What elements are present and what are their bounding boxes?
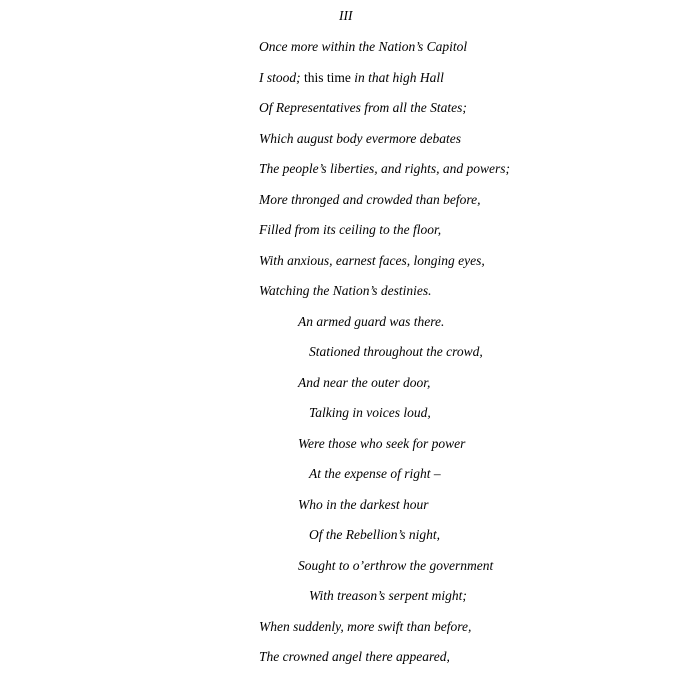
poem-line bbox=[0, 99, 677, 130]
poem-line-text: With treason’s serpent might; bbox=[309, 588, 467, 603]
poem-line-text: The people’s liberties, and rights, and powers; bbox=[259, 161, 510, 176]
poem-line-text: At the expense of right – bbox=[309, 466, 441, 481]
poem-line-text: Watching the Nation’s destinies. bbox=[259, 283, 432, 298]
poem-line bbox=[0, 435, 677, 466]
poem-line bbox=[0, 343, 677, 374]
poem-line bbox=[0, 69, 677, 100]
poem-line bbox=[0, 221, 677, 252]
poem-line bbox=[0, 374, 677, 405]
poem-line bbox=[0, 618, 677, 649]
poem-line-text: in that high Hall bbox=[354, 69, 444, 85]
poem-line-text: The crowned angel there appeared, bbox=[259, 649, 450, 664]
poem-line-text: Of Representatives from all the States; bbox=[259, 100, 467, 115]
poem-line-text: Of the Rebellion’s night, bbox=[309, 527, 440, 542]
poem-line-text: Talking in voices loud, bbox=[309, 405, 431, 420]
poem-line-text: Were those who seek for power bbox=[298, 435, 466, 451]
poem-line bbox=[0, 526, 677, 557]
poem-line-text: Sought to o’erthrow the government bbox=[298, 557, 494, 573]
poem-line bbox=[0, 313, 677, 344]
section-heading: III bbox=[339, 8, 353, 23]
poem-line bbox=[0, 496, 677, 527]
poem-line bbox=[0, 557, 677, 588]
poem-line-text: Stationed throughout the crowd, bbox=[309, 344, 483, 359]
poem-line bbox=[0, 130, 677, 161]
poem-line bbox=[0, 465, 677, 496]
poem-line-text: this time bbox=[300, 69, 355, 85]
poem-line-text: When suddenly, more swift than before, bbox=[259, 618, 472, 634]
poem-line bbox=[0, 282, 677, 313]
poem-line bbox=[0, 587, 677, 618]
poem-body bbox=[0, 38, 677, 679]
poem-line bbox=[0, 160, 677, 191]
poem-line-text: With anxious, earnest faces, longing eyes, bbox=[259, 252, 485, 268]
poem-line-text: An armed guard was there. bbox=[298, 313, 445, 329]
poem-line bbox=[0, 252, 677, 283]
poem-line bbox=[0, 191, 677, 222]
poem-line-text: Once more within the Nation’s Capitol bbox=[259, 39, 468, 54]
poem-line bbox=[0, 648, 677, 679]
poem-line-text: I stood; bbox=[259, 69, 301, 85]
poem-line bbox=[0, 404, 677, 435]
poem-line-text: And near the outer door, bbox=[298, 374, 431, 390]
poem-line-text: Which august body evermore debates bbox=[259, 130, 461, 146]
poem-line-text: Who in the darkest hour bbox=[298, 496, 429, 512]
poem-line bbox=[0, 38, 677, 69]
poem-line-text: More thronged and crowded than before, bbox=[259, 191, 481, 207]
poem-line-text: Filled from its ceiling to the floor, bbox=[259, 222, 442, 237]
